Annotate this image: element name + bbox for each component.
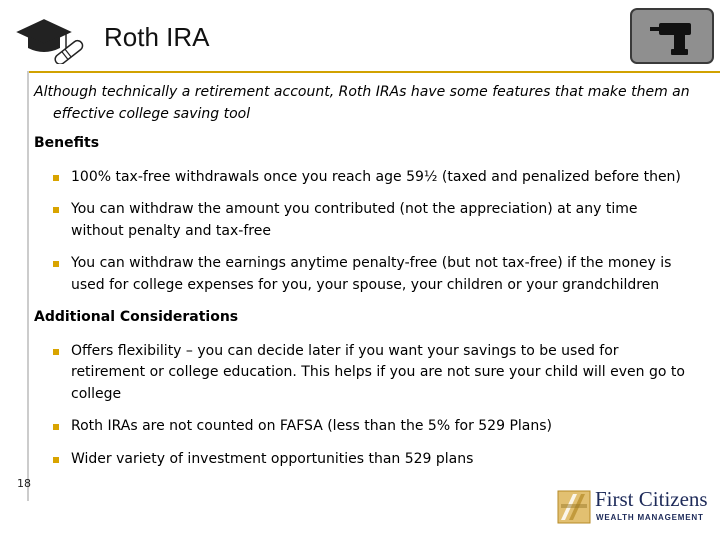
- list-item: [52, 253, 694, 296]
- list-item: [52, 341, 694, 406]
- list-item-text: Roth IRAs are not counted on FAFSA (less than the 5% for 529 Plans): [71, 418, 552, 434]
- list-item-text: You can withdraw the amount you contributed (not the appreciation) at any time without penalty and tax-free: [71, 201, 638, 239]
- graduation-cap-diploma-icon: [16, 16, 86, 64]
- bullet-icon: [53, 261, 59, 267]
- slide-content: [34, 82, 694, 481]
- section-heading: Additional Considerations: [34, 309, 239, 325]
- list-item: [52, 416, 694, 438]
- logo-name: First Citizens: [595, 487, 708, 511]
- section-heading: Benefits: [34, 135, 100, 151]
- brand-logo: [557, 487, 708, 526]
- list-item: [52, 167, 694, 189]
- list-item-text: 100% tax-free withdrawals once you reach age 59½ (taxed and penalized before then): [71, 168, 681, 185]
- bullet-icon: [53, 457, 59, 463]
- list-item-text: Offers flexibility – you can decide later if you want your savings to be used for retirement or college education. This helps if you are not sure your child will even go to college: [71, 342, 685, 402]
- drill-icon: [650, 17, 696, 57]
- bullet-list: [34, 167, 694, 297]
- list-item-text: You can withdraw the earnings anytime penalty-free (but not tax-free) if the money is used for college expenses for you, your spouse, your children or your grandchildren: [71, 255, 672, 293]
- section-benefits: [34, 133, 694, 296]
- bullet-icon: [53, 207, 59, 213]
- logo-subtitle: WEALTH MANAGEMENT: [596, 513, 704, 522]
- title-rule: [27, 71, 720, 73]
- intro-text: Although technically a retirement account, Roth IRAs have some features that make them an effective college saving tool: [34, 84, 690, 122]
- list-item-text: Wider variety of investment opportunities than 529 plans: [71, 450, 474, 467]
- list-item: [52, 199, 694, 242]
- header-icon: [16, 16, 86, 64]
- bullet-list: [34, 341, 694, 471]
- left-rule: [27, 71, 29, 501]
- page-title: Roth IRA: [104, 22, 210, 52]
- bullet-icon: [53, 349, 59, 355]
- bullet-icon: [53, 175, 59, 181]
- page-number: 18: [17, 477, 31, 490]
- section-additional-considerations: [34, 307, 694, 470]
- list-item: [52, 449, 694, 471]
- bullet-icon: [53, 424, 59, 430]
- tool-box: [630, 8, 714, 64]
- logo-mark-icon: [557, 490, 591, 524]
